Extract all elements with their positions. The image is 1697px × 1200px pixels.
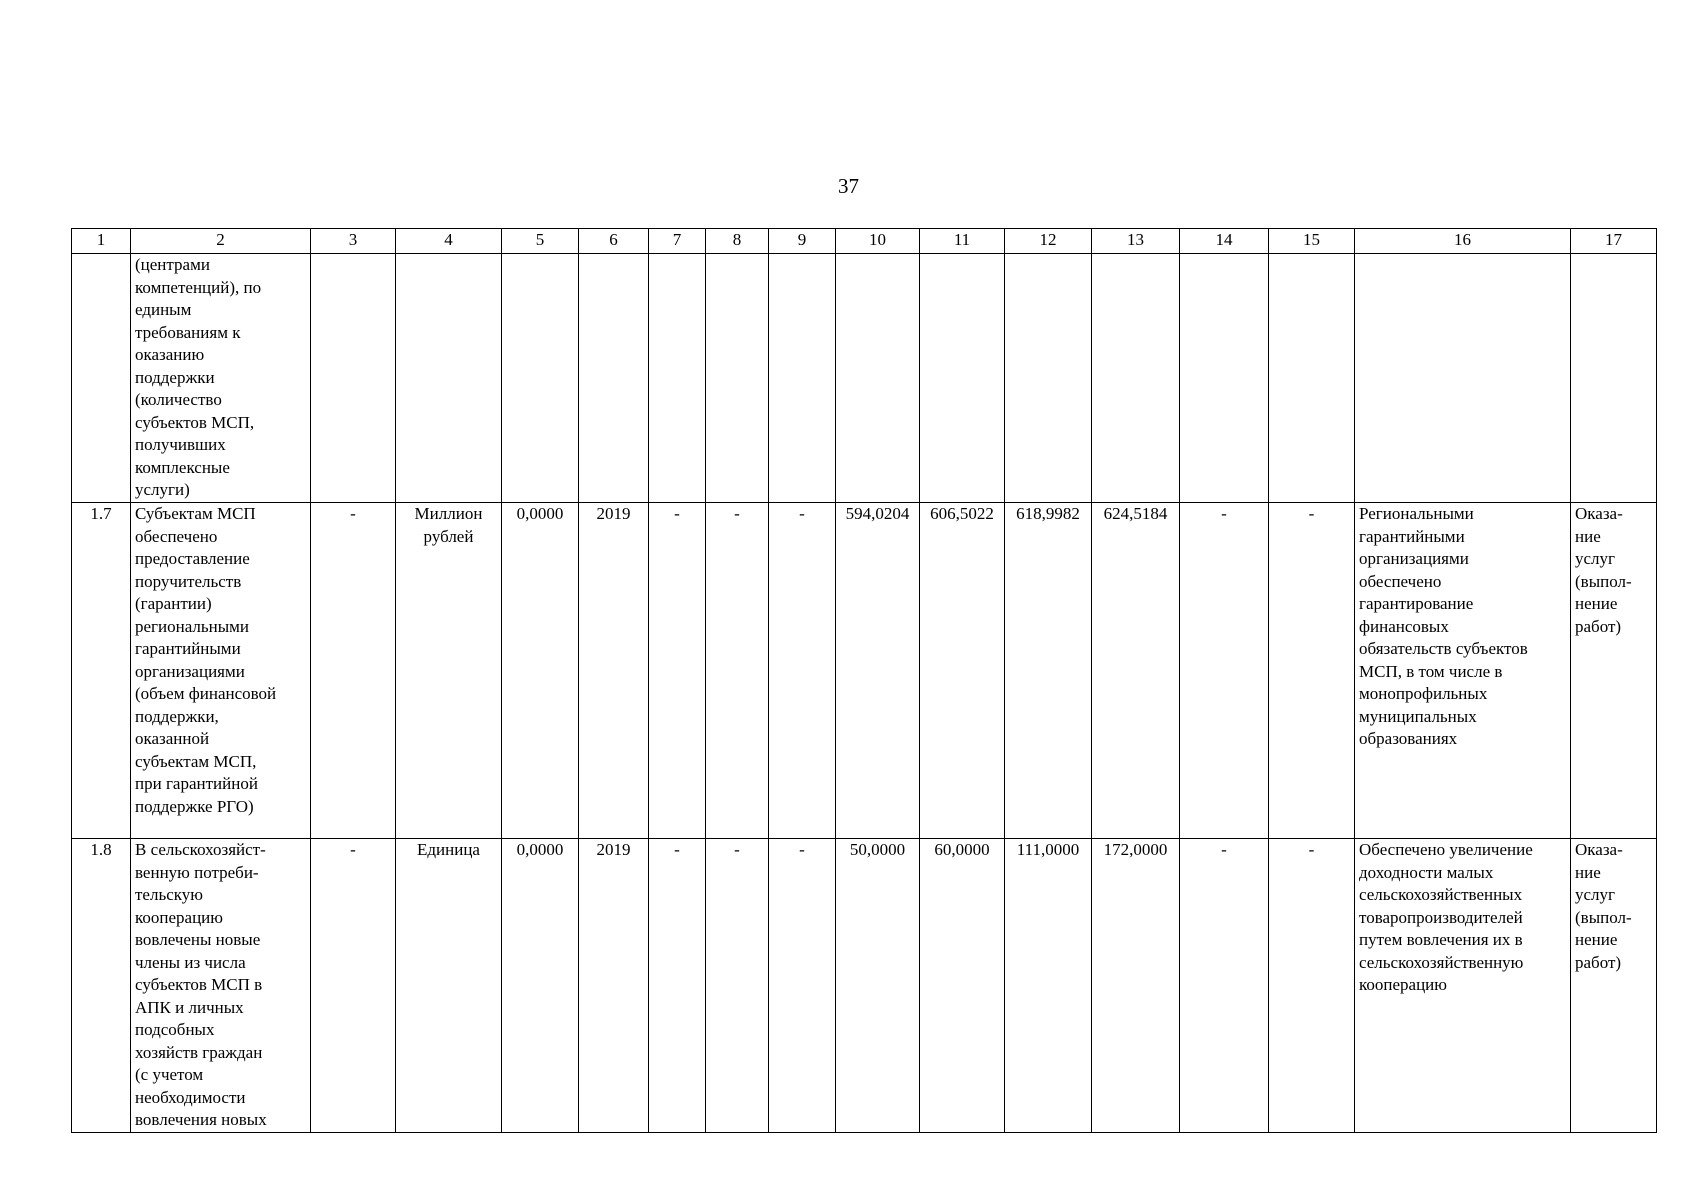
table-cell: -	[649, 503, 706, 839]
type-cell: Оказа- ние услуг (выпол- нение работ)	[1571, 839, 1657, 1133]
table-cell: -	[1269, 503, 1355, 839]
value-cell	[1005, 254, 1092, 503]
table-cell: -	[1180, 503, 1269, 839]
column-header: 1	[72, 229, 131, 254]
value-cell: 111,0000	[1005, 839, 1092, 1133]
base-year-cell: 2019	[579, 503, 649, 839]
table-cell: -	[769, 503, 836, 839]
data-table	[71, 228, 1657, 1133]
column-header: 15	[1269, 229, 1355, 254]
base-value-cell: 0,0000	[502, 503, 579, 839]
column-header: 4	[396, 229, 502, 254]
table-cell: -	[649, 839, 706, 1133]
base-value-cell	[502, 254, 579, 503]
column-header: 12	[1005, 229, 1092, 254]
table-row	[72, 503, 1657, 839]
value-cell: 50,0000	[836, 839, 920, 1133]
value-cell: 618,9982	[1005, 503, 1092, 839]
table-row	[72, 254, 1657, 503]
value-cell	[836, 254, 920, 503]
value-cell	[1092, 254, 1180, 503]
value-cell: 606,5022	[920, 503, 1005, 839]
column-header: 5	[502, 229, 579, 254]
unit-cell: Миллион рублей	[396, 503, 502, 839]
base-year-cell	[579, 254, 649, 503]
result-description-cell	[1355, 254, 1571, 503]
value-cell: 60,0000	[920, 839, 1005, 1133]
table-cell	[1180, 254, 1269, 503]
table-cell: -	[1269, 839, 1355, 1133]
column-header: 2	[131, 229, 311, 254]
page-number: 37	[838, 174, 859, 198]
column-header: 8	[706, 229, 769, 254]
table-cell: -	[706, 503, 769, 839]
base-year-cell: 2019	[579, 839, 649, 1133]
table-cell	[706, 254, 769, 503]
result-description-cell: Обеспечено увеличение доходности малых сельскохозяйственных товаропроизводителей путем вовлечения их в сельскохозяйственную кооперацию	[1355, 839, 1571, 1133]
table-row	[72, 839, 1657, 1133]
column-header: 14	[1180, 229, 1269, 254]
table-header-row	[72, 229, 1657, 254]
table-cell	[769, 254, 836, 503]
table-cell: -	[769, 839, 836, 1133]
column-header: 11	[920, 229, 1005, 254]
type-cell	[1571, 254, 1657, 503]
column-header: 3	[311, 229, 396, 254]
base-value-cell: 0,0000	[502, 839, 579, 1133]
column-header: 10	[836, 229, 920, 254]
indicator-name-cell: Субъектам МСП обеспечено предоставление поручительств (гарантии) региональными гарантийными организациями (объем финансовой поддержки, оказанной субъектам МСП, при гарантийной поддержке РГО)	[131, 503, 311, 839]
table-cell: -	[1180, 839, 1269, 1133]
value-cell: 172,0000	[1092, 839, 1180, 1133]
result-description-cell: Региональными гарантийными организациями обеспечено гарантирование финансовых обязательств субъектов МСП, в том числе в монопрофильных муниципальных образованиях	[1355, 503, 1571, 839]
value-cell	[920, 254, 1005, 503]
value-cell: 624,5184	[1092, 503, 1180, 839]
unit-cell: Единица	[396, 839, 502, 1133]
table-cell: -	[706, 839, 769, 1133]
table-cell	[649, 254, 706, 503]
column-header: 6	[579, 229, 649, 254]
indicator-name-cell: (центрами компетенций), по единым требованиям к оказанию поддержки (количество субъектов МСП, получивших комплексные услуги)	[131, 254, 311, 503]
indicator-name-cell: В сельскохозяйст- венную потреби- тельскую кооперацию вовлечены новые члены из числа субъектов МСП в АПК и личных подсобных хозяйств граждан (с учетом необходимости вовлечения новых	[131, 839, 311, 1133]
column-header: 16	[1355, 229, 1571, 254]
value-cell: 594,0204	[836, 503, 920, 839]
column-header: 7	[649, 229, 706, 254]
table-cell: -	[311, 839, 396, 1133]
row-number-cell: 1.7	[72, 503, 131, 839]
table-cell: -	[311, 503, 396, 839]
table-cell	[311, 254, 396, 503]
column-header: 13	[1092, 229, 1180, 254]
column-header: 17	[1571, 229, 1657, 254]
row-number-cell	[72, 254, 131, 503]
type-cell: Оказа- ние услуг (выпол- нение работ)	[1571, 503, 1657, 839]
unit-cell	[396, 254, 502, 503]
row-number-cell: 1.8	[72, 839, 131, 1133]
column-header: 9	[769, 229, 836, 254]
table-cell	[1269, 254, 1355, 503]
